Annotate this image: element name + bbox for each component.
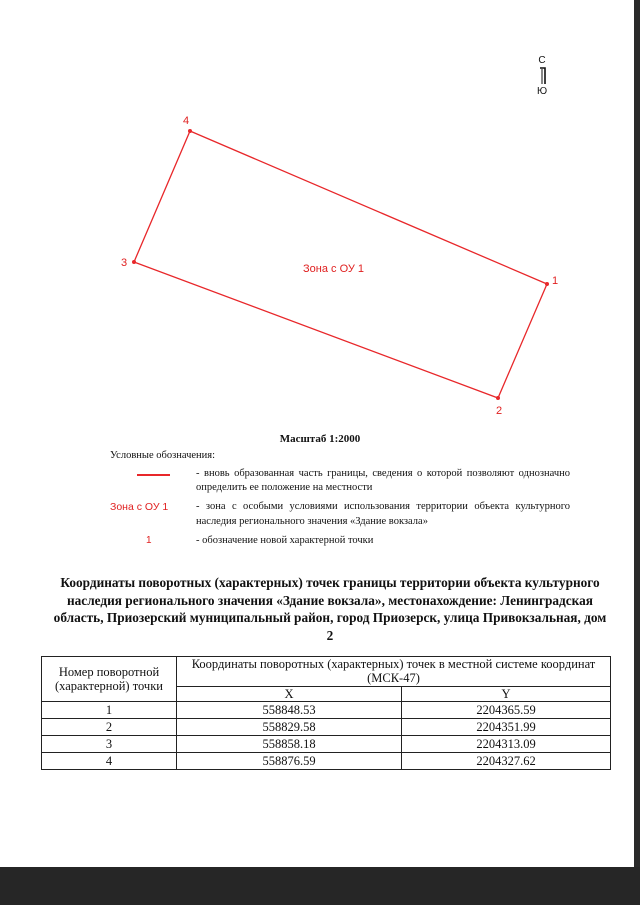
site-plan (0, 0, 640, 430)
north-label: С (538, 55, 546, 66)
cell-y: 2204365.59 (402, 702, 611, 719)
boundary-line-symbol (137, 474, 170, 476)
legend-text: - зона с особыми условиями использования территории объекта культурного наследия регионального значения «Здание вокзала» (196, 501, 570, 527)
legend-item-zone (110, 500, 570, 528)
legend-text: - обозначение новой характерной точки (196, 534, 374, 546)
cell-point-number: 1 (42, 702, 177, 719)
cell-x: 558829.58 (177, 719, 402, 736)
point-symbol: 1 (146, 534, 152, 546)
document-heading: Координаты поворотных (характерных) точек границы территории объекта культурного наследия регионального значения «Здание вокзала», местонахождение: Ленинградская область, Приозерский муниципальный район, город Приозерск, улица Привокзальная, дом 2 (53, 575, 607, 643)
legend-item-boundary (110, 467, 570, 495)
table-row (42, 719, 611, 736)
cell-y: 2204313.09 (402, 736, 611, 753)
scale-label: Масштаб 1:2000 (279, 433, 361, 445)
point-label-2: 2 (496, 405, 503, 417)
zone-label: Зона с ОУ 1 (303, 263, 365, 275)
legend-text: - вновь образованная часть границы, сведения о которой позволяют однозначно определить ее положение на местности (196, 468, 570, 494)
cell-point-number: 4 (42, 753, 177, 770)
cell-point-number: 2 (42, 719, 177, 736)
legend-item-point (110, 534, 570, 548)
point-marker-2 (496, 396, 500, 400)
column-header-coordinates: Координаты поворотных (характерных) точек в местной системе координат (МСК-47) (177, 657, 611, 687)
point-label-3: 3 (121, 257, 128, 269)
point-marker-1 (545, 282, 549, 286)
point-label-1: 1 (552, 275, 559, 287)
column-header-y: Y (402, 686, 611, 701)
cell-x: 558858.18 (177, 736, 402, 753)
cell-x: 558876.59 (177, 753, 402, 770)
cell-x: 558848.53 (177, 702, 402, 719)
point-marker-4 (188, 129, 192, 133)
table-row (42, 736, 611, 753)
column-header-point-number: Номер поворотной (характерной) точки (42, 657, 177, 702)
coordinates-table (41, 656, 611, 770)
cell-point-number: 3 (42, 736, 177, 753)
zone-symbol: Зона с ОУ 1 (110, 501, 169, 514)
legend (110, 450, 570, 553)
table-row (42, 702, 611, 719)
column-header-x: X (177, 686, 402, 701)
table-row (42, 753, 611, 770)
point-label-4: 4 (183, 115, 190, 127)
south-label: Ю (536, 86, 548, 97)
point-marker-3 (132, 260, 136, 264)
cell-y: 2204327.62 (402, 753, 611, 770)
cell-y: 2204351.99 (402, 719, 611, 736)
legend-title: Условные обозначения: (110, 450, 216, 461)
scan-bottom-band (0, 867, 640, 905)
